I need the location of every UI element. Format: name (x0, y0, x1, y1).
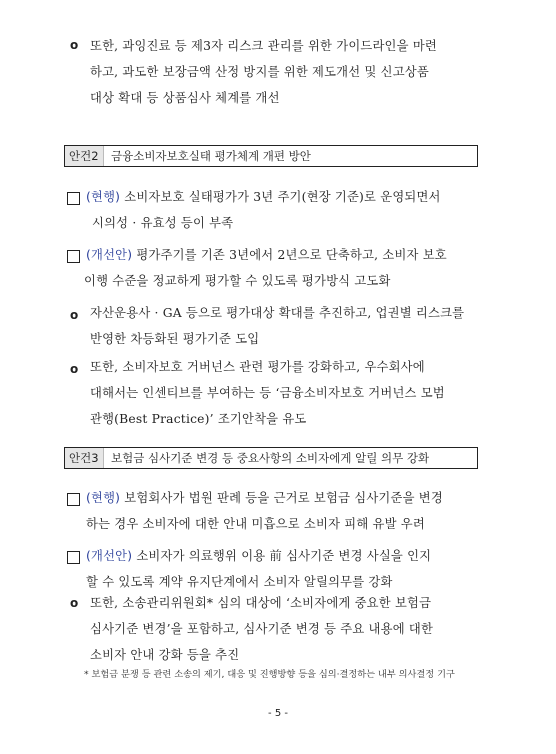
checkbox-square-icon (67, 250, 80, 263)
agenda3-header (64, 447, 478, 469)
agenda2-current: (현행) 소비자보호 실태평가가 3년 주기(현장 기준)로 운영되면서 시의성 · 유효성 등이 부족 (86, 190, 441, 230)
paragraph-third-party-risk: 또한, 과잉진료 등 제3자 리스크 관리를 위한 가이드라인을 마련 하고, 과도한 보장금액 산정 방지를 위한 제도개선 및 신고상품 대상 확대 등 상품심사 체계를 개선 (90, 39, 437, 105)
page-number: - 5 - (268, 708, 288, 719)
agenda2-proposal: (개선안) 평가주기를 기존 3년에서 2년으로 단축하고, 소비자 보호 이행 수준을 정교하게 평가할 수 있도록 평가방식 고도화 (84, 248, 447, 288)
bullet-marker: o (70, 596, 79, 610)
label-proposal: (개선안) (86, 549, 133, 563)
label-current: (현행) (86, 491, 121, 505)
checkbox-square-icon (67, 551, 80, 564)
label-proposal: (개선안) (86, 248, 133, 262)
agenda3-bullet-litigation: 또한, 소송관리위원회* 심의 대상에 ‘소비자에게 중요한 보험금 심사기준 변경’을 포함하고, 심사기준 변경 등 주요 내용에 대한 소비자 안내 강화 등을 추진 (90, 596, 434, 662)
agenda3-tag: 안건3 (65, 448, 104, 468)
checkbox-square-icon (67, 192, 80, 205)
agenda3-current: (현행) 보험회사가 법원 판례 등을 근거로 보험금 심사기준을 변경 하는 경우 소비자에 대한 안내 미흡으로 소비자 피해 유발 우려 (86, 491, 443, 531)
agenda2-title: 금융소비자보호실태 평가체계 개편 방안 (111, 149, 311, 163)
bullet-marker: o (70, 308, 79, 322)
footnote: * 보험금 분쟁 등 관련 소송의 제기, 대응 및 진행방향 등을 심의·결정하는 내부 의사결정 기구 (84, 669, 455, 680)
agenda2-bullet-scope: 자산운용사 · GA 등으로 평가대상 확대를 추진하고, 업권별 리스크를 반영한 차등화된 평가기준 도입 (90, 306, 465, 346)
agenda2-bullet-governance: 또한, 소비자보호 거버넌스 관련 평가를 강화하고, 우수회사에 대해서는 인센티브를 부여하는 등 ‘금융소비자보호 거버넌스 모범 관행(Best Practice)’ 조기안착을 유도 (90, 360, 445, 426)
agenda3-title: 보험금 심사기준 변경 등 중요사항의 소비자에게 알릴 의무 강화 (111, 451, 430, 465)
bullet-marker: o (70, 362, 79, 376)
checkbox-square-icon (67, 493, 80, 506)
bullet-marker: o (70, 38, 79, 52)
agenda2-tag: 안건2 (65, 146, 104, 166)
agenda2-header (64, 145, 478, 167)
label-current: (현행) (86, 190, 121, 204)
agenda3-proposal: (개선안) 소비자가 의료행위 이용 前 심사기준 변경 사실을 인지 할 수 있도록 계약 유지단계에서 소비자 알릴의무를 강화 (86, 549, 432, 589)
